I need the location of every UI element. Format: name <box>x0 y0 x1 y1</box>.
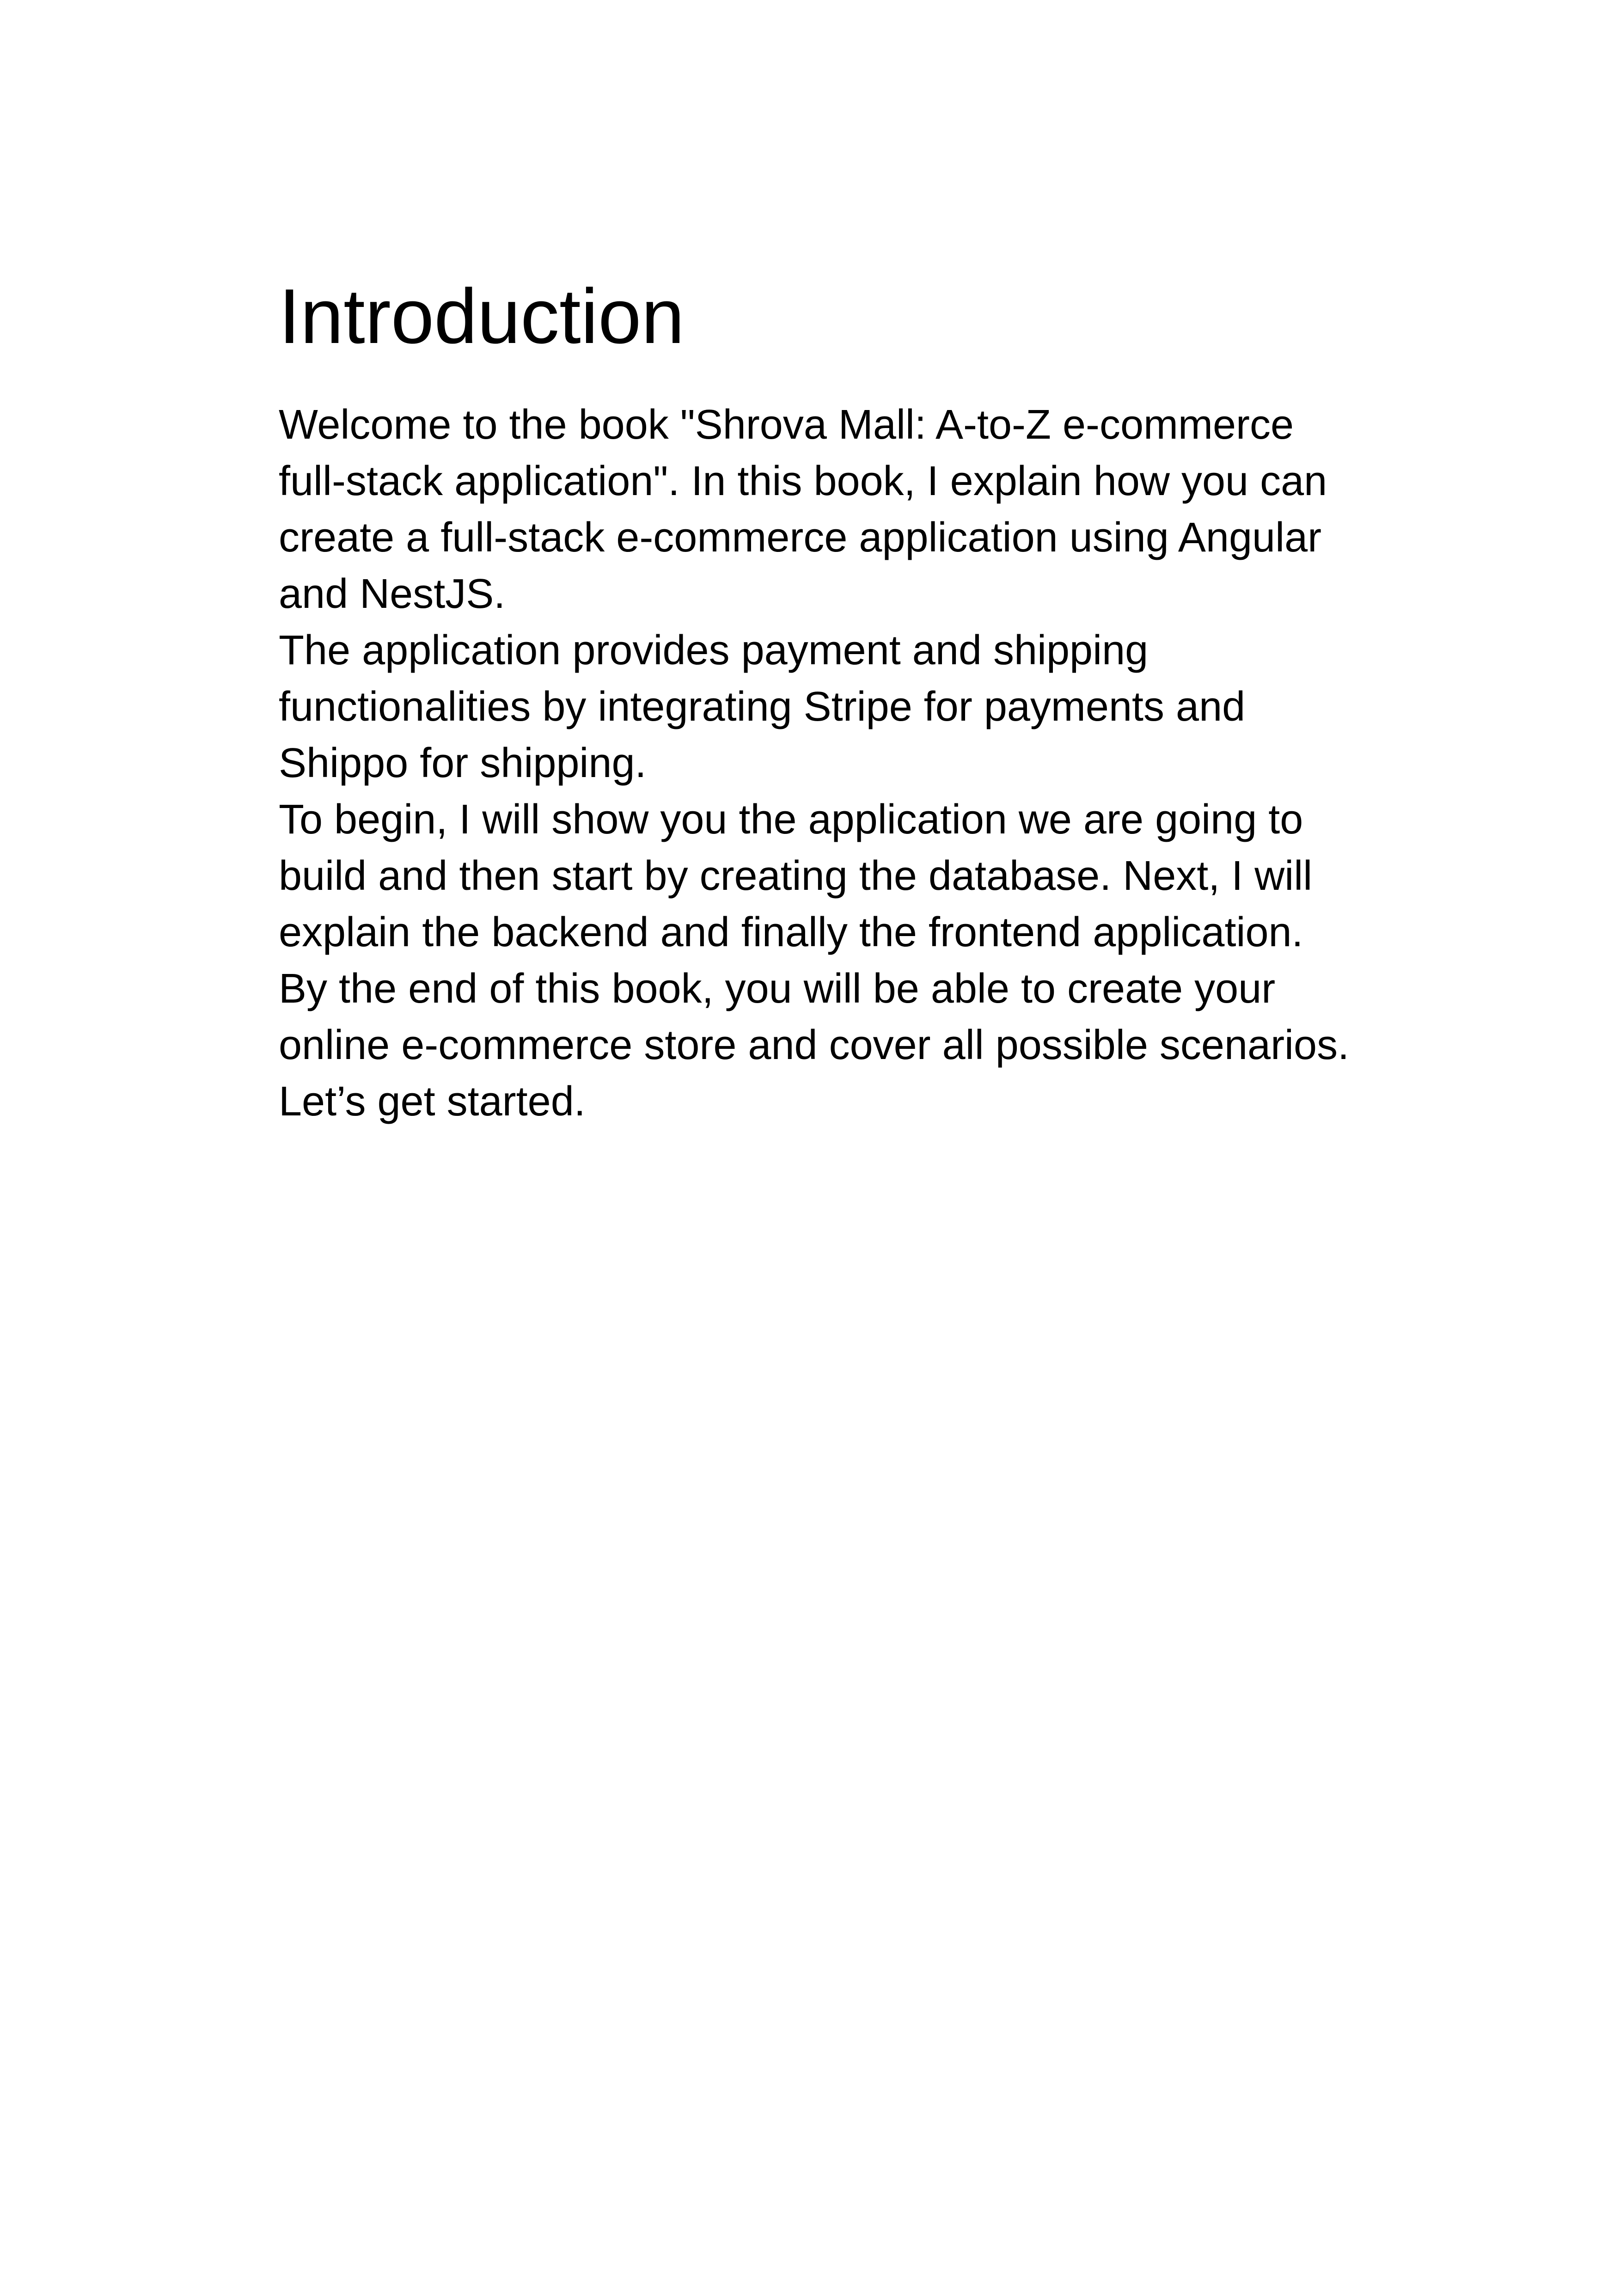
paragraph-welcome: Welcome to the book "Shrova Mall: A-to-Z e-commerce full-stack application". In this book, I explain how you can create a full-stack e-commerce application using Angular and NestJS. <box>279 402 1327 617</box>
paragraph-outcome: By the end of this book, you will be able to create your online e-commerce store and cover all possible scenarios. <box>279 966 1350 1068</box>
page-content <box>279 273 1365 1130</box>
paragraph-plan: To begin, I will show you the application we are going to build and then start by creating the database. Next, I will explain the backend and finally the frontend application. <box>279 796 1313 955</box>
paragraph-features: The application provides payment and shipping functionalities by integrating Stripe for payments and Shippo for shipping. <box>279 627 1246 786</box>
paragraph-closing: Let’s get started. <box>279 1078 586 1125</box>
page-title: Introduction <box>279 273 685 360</box>
body-text <box>279 397 1365 1130</box>
